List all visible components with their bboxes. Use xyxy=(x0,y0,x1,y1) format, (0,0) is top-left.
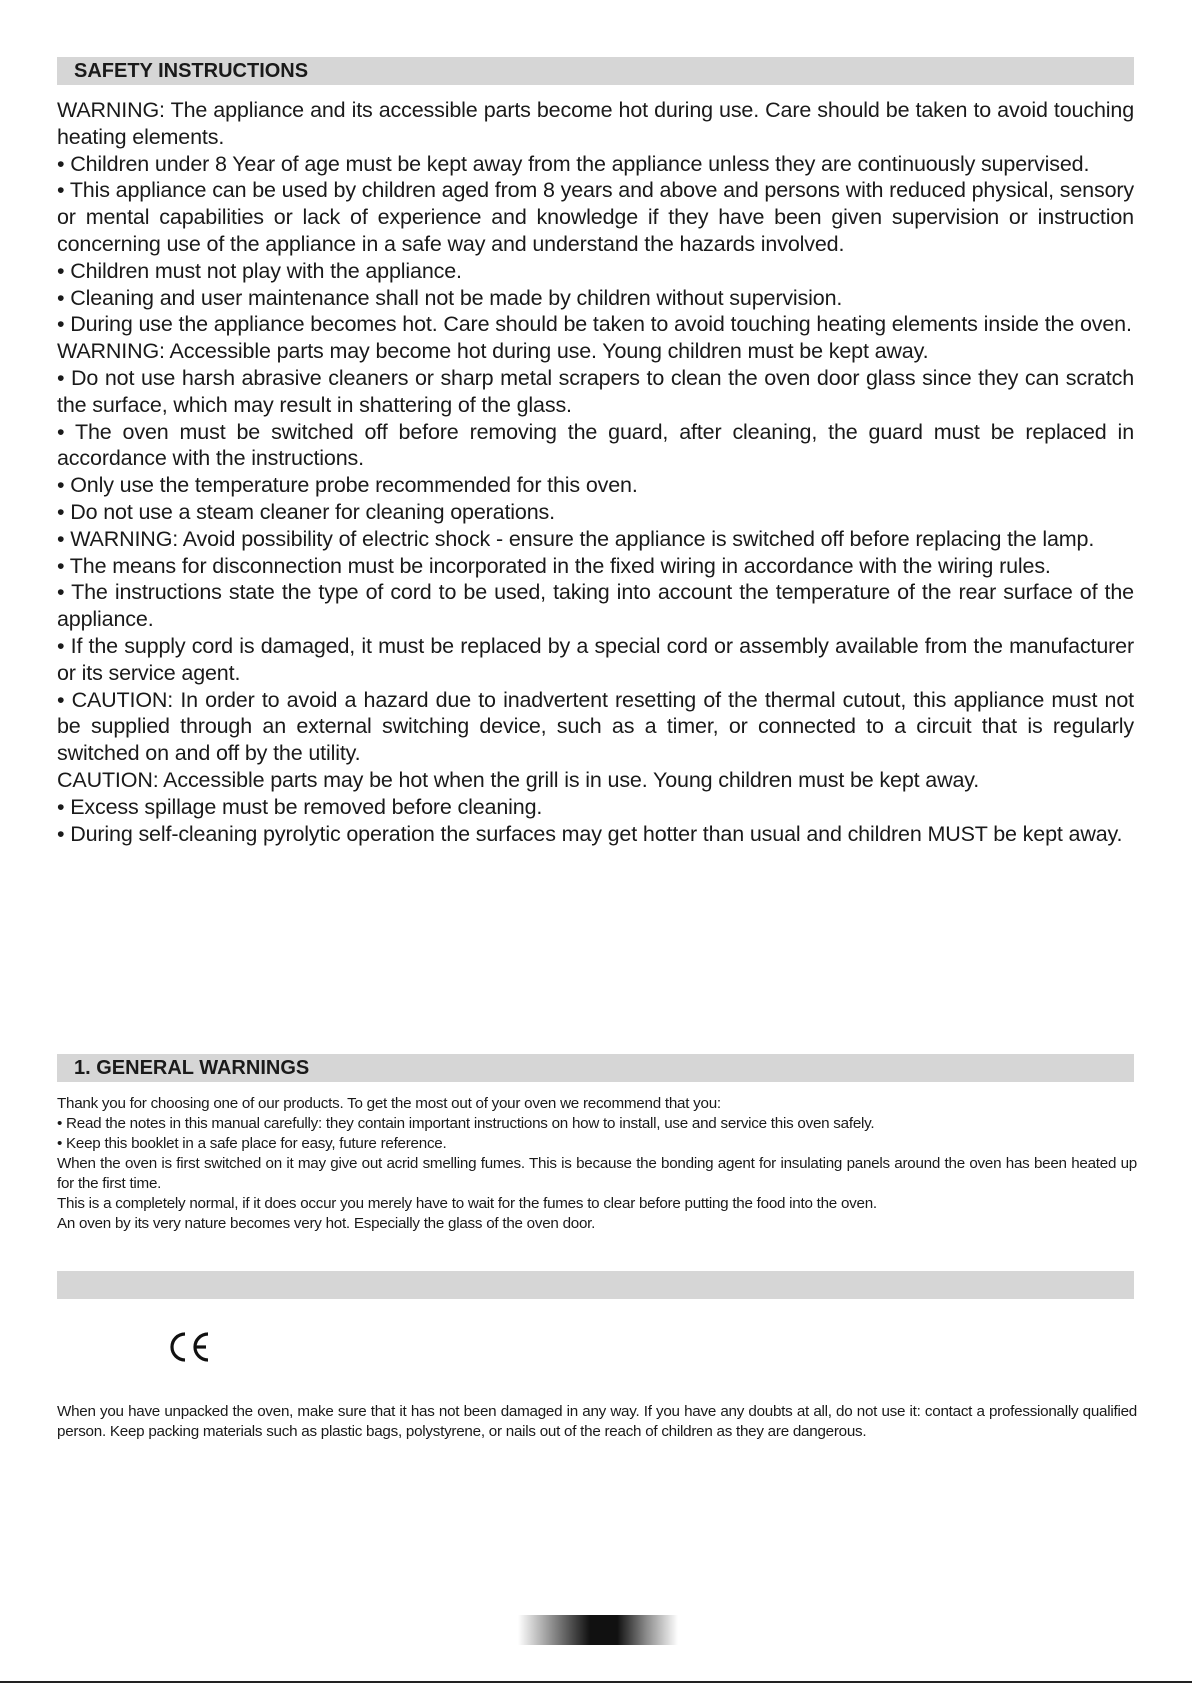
safety-instructions-heading: SAFETY INSTRUCTIONS xyxy=(57,57,1134,85)
safety-paragraph: WARNING: Accessible parts may become hot during use. Young children must be kept away. xyxy=(57,339,929,364)
general-warnings-heading: 1. GENERAL WARNINGS xyxy=(57,1054,1134,1082)
safety-paragraph: • The means for disconnection must be incorporated in the fixed wiring in accordance with the wiring rules. xyxy=(57,553,1051,578)
bottom-divider xyxy=(0,1681,1192,1683)
safety-paragraph: • Children must not play with the appliance. xyxy=(57,258,462,283)
general-paragraph: • Keep this booklet in a safe place for easy, future reference. xyxy=(57,1135,447,1152)
safety-paragraph: • Children under 8 Year of age must be kept away from the appliance unless they are continuously supervised. xyxy=(57,151,1090,176)
safety-paragraph: • Do not use a steam cleaner for cleaning operations. xyxy=(57,499,555,524)
safety-paragraph: • CAUTION: In order to avoid a hazard due to inadvertent resetting of the thermal cutout, this appliance must not be supplied through an external switching device, such as a timer, or connected to a circuit that is regularly switched on and off by the utility. xyxy=(57,687,1134,766)
general-paragraph: When the oven is first switched on it may give out acrid smelling fumes. This is because the bonding agent for insulating panels around the oven has been heated up for the first time. xyxy=(57,1155,1137,1192)
safety-paragraph: • If the supply cord is damaged, it must be replaced by a special cord or assembly available from the manufacturer or its service agent. xyxy=(57,633,1134,685)
section-heading-bar xyxy=(57,1271,1134,1299)
safety-paragraph: WARNING: The appliance and its accessible parts become hot during use. Care should be taken to avoid touching heating elements. xyxy=(57,98,1134,149)
general-paragraph: This is a completely normal, if it does occur you merely have to wait for the fumes to clear before putting the food into the oven. xyxy=(57,1195,877,1212)
safety-paragraph: • Only use the temperature probe recommended for this oven. xyxy=(57,473,638,498)
safety-paragraph: • Do not use harsh abrasive cleaners or sharp metal scrapers to clean the oven door glass since they can scratch the surface, which may result in shattering of the glass. xyxy=(57,365,1134,417)
unpacking-note xyxy=(57,1402,1137,1442)
ce-mark-icon xyxy=(166,1330,212,1364)
general-paragraph: Thank you for choosing one of our products. To get the most out of your oven we recommend that you: xyxy=(57,1095,721,1112)
safety-paragraph: • During self-cleaning pyrolytic operation the surfaces may get hotter than usual and children MUST be kept away. xyxy=(57,821,1123,846)
general-paragraph: An oven by its very nature becomes very hot. Especially the glass of the oven door. xyxy=(57,1215,596,1232)
safety-paragraph: • During use the appliance becomes hot. Care should be taken to avoid touching heating elements inside the oven. xyxy=(57,312,1132,337)
safety-paragraph: • WARNING: Avoid possibility of electric shock - ensure the appliance is switched off before replacing the lamp. xyxy=(57,526,1095,551)
safety-paragraph: • The instructions state the type of cord to be used, taking into account the temperature of the rear surface of the appliance. xyxy=(57,580,1134,632)
safety-paragraph: • Excess spillage must be removed before cleaning. xyxy=(57,794,543,819)
safety-paragraph: CAUTION: Accessible parts may be hot when the grill is in use. Young children must be kept away. xyxy=(57,767,980,792)
safety-instructions-body xyxy=(57,97,1134,847)
safety-paragraph: • Cleaning and user maintenance shall not be made by children without supervision. xyxy=(57,285,843,310)
safety-paragraph: • This appliance can be used by children aged from 8 years and above and persons with reduced physical, sensory or mental capabilities or lack of experience and knowledge if they have been given supervision or instruction concerning use of the appliance in a safe way and understand the hazards involved. xyxy=(57,178,1134,256)
unpacking-paragraph: When you have unpacked the oven, make sure that it has not been damaged in any way. If you have any doubts at all, do not use it: contact a professionally qualified person. Keep packing materials such as plastic bags, polystyrene, or nails out of the reach of children as they are dangerous. xyxy=(57,1403,1137,1440)
page-number-tab xyxy=(518,1615,678,1645)
general-warnings-body xyxy=(57,1094,1137,1234)
general-paragraph: • Read the notes in this manual carefully: they contain important instructions on how to install, use and service this oven safely. xyxy=(57,1115,875,1132)
safety-paragraph: • The oven must be switched off before removing the guard, after cleaning, the guard must be replaced in accordance with the instructions. xyxy=(57,419,1134,471)
